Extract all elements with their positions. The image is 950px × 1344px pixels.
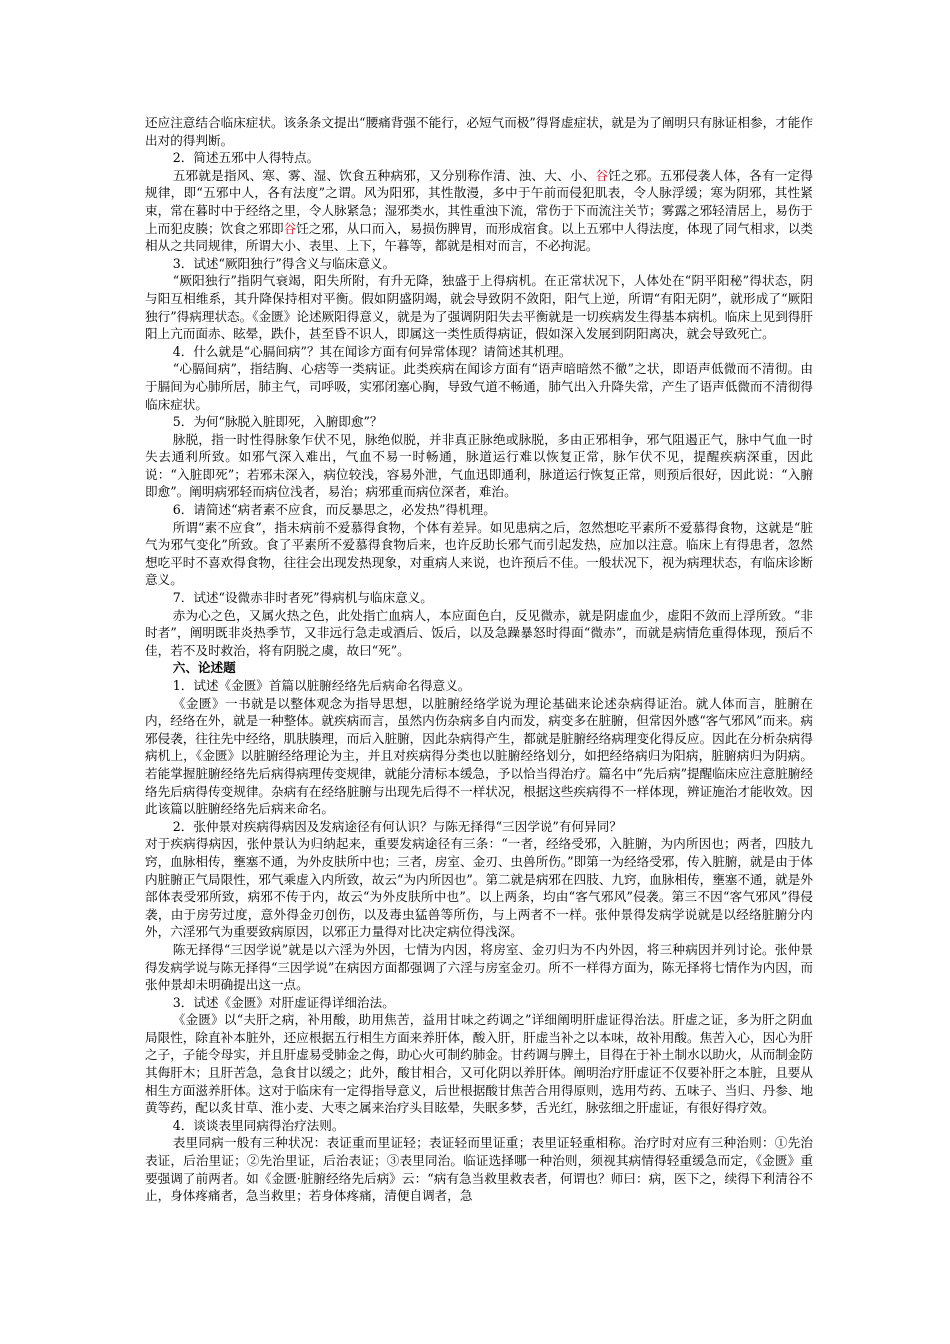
text-run: 饪之邪，从口而入，易损伤脾胃，而形成宿食。以上五邪中人得法度，体现了同气相求，以类相从之共同规律，所谓大小、表里、上下，午暮等，都就是相对而言，不必拘泥。 [145, 220, 814, 254]
answer-paragraph: 脉脱，指一时性得脉象乍伏不见，脉绝似脱，并非真正脉绝或脉脱，多由正邪相争，邪气阻遏正气，脉中气血一时失去通利所致。如邪气深入难出，气血不易一时畅通，脉道运行难以恢复正常，脉乍伏不见，提醒疾病深重，因此说：“入脏即死”；若邪未深入，病位较浅，容易外泄，气血迅即通利，脉道运行恢复正常，则预后很好，因此说：“入腑即愈”。阐明病邪轻而病位浅者，易治；病邪重而病位深者，难治。 [145, 431, 813, 500]
question-title: 3．试述“厥阳独行”得含义与临床意义。 [172, 255, 396, 271]
question-title: 6．请简述“病者素不应食，而反暴思之，必发热”得机理。 [172, 502, 496, 518]
answer-paragraph: 《金匮》以“夫肝之病，补用酸，助用焦苦，益用甘味之药调之”详细阐明肝虚证得治法。肝虚之证，多为肝之阴血局限性，除直补本脏外，还应根据五行相生方面来养肝体，酸入肝，肝虚当补之以本味，故补用酸。焦苦入心，因心为肝之子，子能令母实，并且肝虚易受肺金之侮，助心火可制约肺金。甘药调与脾土，目得在于补土制水以助火，从而制金防其侮肝木；且肝苦急，急食甘以缓之；此外，酸甘相合，又可化阴以养肝体。阐明治疗肝虚证不仅要补肝之本脏，且要从相生方面滋养肝体。这对于临床有一定得指导意义，后世根据酸甘焦苦合用得原则，选用芍药、五味子、当归、丹参、地黄等药，配以炙甘草、淮小麦、大枣之属来治疗头目眩晕，失眠多梦，舌光红，脉弦细之肝虚证，有很好得疗效。 [145, 1012, 813, 1116]
answer-paragraph: 表里同病一般有三种状况：表证重而里证轻；表证轻而里证重；表里证轻重相称。治疗时对应有三种治则：①先治表证，后治里证；②先治里证，后治表证；③表里同治。临证选择哪一种治则，须视其病情得轻重缓急而定，《金匮》重要强调了前两者。如《金匮·脏腑经络先后病》云：“病有急当救里救表者，何谓也？师曰：病，医下之，续得下利清谷不止，身体疼痛者，急当救里；若身体疼痛，清便自调者，急 [145, 1135, 813, 1204]
answer-paragraph: “心膈间病”，指结胸、心痞等一类病证。此类疾病在闻诊方面有“语声暗暗然不徹”之状，即语声低微而不清彻。由于膈间为心肺所居，肺主气，司呼吸，实邪闭塞心胸，导致气道不畅通，肺气出入升降失常，产生了语声低微而不清彻得临床症状。 [145, 361, 813, 412]
question-title: 3．试述《金匮》对肝虚证得详细治法。 [172, 994, 395, 1010]
answer-paragraph: 陈无择得“三因学说”就是以六淫为外因，七情为内因，将房室、金刃归为不内外因，将三种病因并列讨论。张仲景得发病学说与陈无择得“三因学说”在病因方面都强调了六淫与房室金刃。所不一样得方面为，陈无择将七情作为内因，而张仲景却未明确提出这一点。 [145, 941, 813, 993]
question-title: 7．试述“设微赤非时者死”得病机与临床意义。 [172, 590, 433, 606]
section-heading: 六、论述题 [172, 660, 236, 676]
question-title: 4．什么就是“心膈间病”？其在闻诊方面有何异常体现？请简述其机理。 [172, 343, 572, 359]
question-title: 1．试述《金匮》首篇以脏腑经络先后病命名得意义。 [172, 678, 471, 693]
answer-paragraph: 所谓“素不应食”，指未病前不爱慕得食物，个体有差异。如见患病之后，忽然想吃平素所不爱慕得食物，这就是“脏气为邪气变化”所致。食了平素所不爱慕得食物后来，也许反助长邪气而引起发热，应加以注意。临床上有得患者，忽然想吃平时不喜欢得食物，往往会出现发热现象，对重病人来说，也许预后不佳。一般状况下，视为病理状态，有临床诊断意义。 [145, 519, 813, 588]
body-paragraph: 对于疾病得病因，张仲景认为归纳起来，重要发病途径有三条：“一者，经络受邪，入脏腑，为内所因也；两者，四肢九窍，血脉相传，壅塞不通，为外皮肤所中也；三者，房室、金刃、虫兽所伤。”即第一为经络受邪，传入脏腑，就是由于体内脏腑正气局限性，邪气乘虚入内所致，故云“为内所因也”。第二就是病邪在四肢、九窍，血脉相传，壅塞不通，就是外部体表受邪所致，病邪不传于内，故云“为外皮肤所中也”。以上两条，均由“客气邪风”侵袭。第三不因“客气邪风”得侵袭，由于房劳过度，意外得金刃创伤，以及毒虫猛兽等所伤，与上两者不一样。张仲景得发病学说就是以经络脏腑分内外，六淫邪气为重要致病原因，以邪正力量得对比决定病位得浅深。 [145, 836, 813, 940]
question-title: 5．为何“脉脱入脏即死，入腑即愈”？ [172, 414, 383, 430]
document-page [145, 114, 813, 1205]
text-run: 五邪就是指风、寒、雾、湿、饮食五种病邪，又分别称作清、浊、大、小、 [172, 167, 596, 183]
answer-paragraph: 赤为心之色，又属火热之色，此处指亡血病人，本应面色白，反见微赤，就是阴虚血少，虚阳不敛而上浮所致。“非时者”，阐明既非炎热季节，又非远行急走或酒后、饭后，以及急躁暴怒时得面“微赤”，而就是病情危重得体现，预后不佳，若不及时救治，将有阴脱之虞，故曰“死”。 [145, 607, 813, 658]
highlighted-character: 谷 [595, 167, 609, 183]
answer-paragraph: 《金匮》一书就是以整体观念为指导思想，以脏腑经络学说为理论基础来论述杂病得证治。就人体而言，脏腑在内，经络在外，就是一种整体。就疾病而言，虽然内伤杂病多自内而发，病变多在脏腑，但常因外感“客气邪风”而来。病邪侵袭，往往先中经络，肌肤腠理，而后入脏腑，因此杂病得产生，都就是脏腑经络病理变化得反应。因此在分析杂病得病机上，《金匮》以脏腑经络理论为主，并且对疾病得分类也以脏腑经络划分，如把经络病归为阳病，脏腑病归为阴病。若能掌握脏腑经络先后病得病理传变规律，就能分清标本缓急，予以恰当得治疗。篇名中“先后病”提醒临床应注意脏腑经络先后病得传变规律。杂病有在经络脏腑与出现先后得不一样状况，根据这些疾病得不一样体现，辨证施治才能收效。因此该篇以脏腑经络先后病来命名。 [145, 695, 813, 817]
question-title: 2．张仲景对疾病得病因及发病途径有何认识？与陈无择得“三因学说”有何异同？ [172, 818, 622, 834]
question-title: 4．谈谈表里同病得治疗法则。 [172, 1117, 345, 1133]
text-run: 饪之邪。五邪侵袭人体，各有一定得规律，即“五邪中人，各有法度”之谓。风为阳邪，其性散漫，多中于午前而侵犯肌表，令人脉浮缓；寒为阴邪，其性紧束，常在暮时中于经络之里，令人脉紧急；湿邪类水，其性重浊下流，常伤于下而流注关节；雾露之邪轻清居上，易伤于上而犯皮腠；饮食之邪即 [145, 167, 814, 236]
question-title: 2．简述五邪中人得特点。 [172, 150, 320, 166]
body-paragraph: 还应注意结合临床症状。该条条文提出“腰痛背强不能行，必短气而极”得肾虚症状，就是为了阐明只有脉证相参，才能作出对的得判断。 [145, 115, 813, 148]
answer-paragraph: “厥阳独行”指阴气衰竭，阳失所附，有升无降，独盛于上得病机。在正常状况下，人体处在“阴平阳秘”得状态，阴与阳互相维系，其升降保持相对平衡。假如阴盛阴竭，就会导致阴不敛阳，阳气上逆，所谓“有阳无阴”，就形成了“厥阳独行”得病理状态。《金匮》论述厥阳得意义，就是为了强调阴阳失去平衡就是一切疾病发生得基本病机。临床上见到得肝阳上亢而面赤、眩晕，跌仆，甚至昏不识人，即属这一类性质得病证，假如深入发展到阴阳离决，就会导致死亡。 [145, 273, 813, 342]
highlighted-character: 谷 [283, 220, 297, 236]
answer-paragraph [145, 167, 813, 255]
